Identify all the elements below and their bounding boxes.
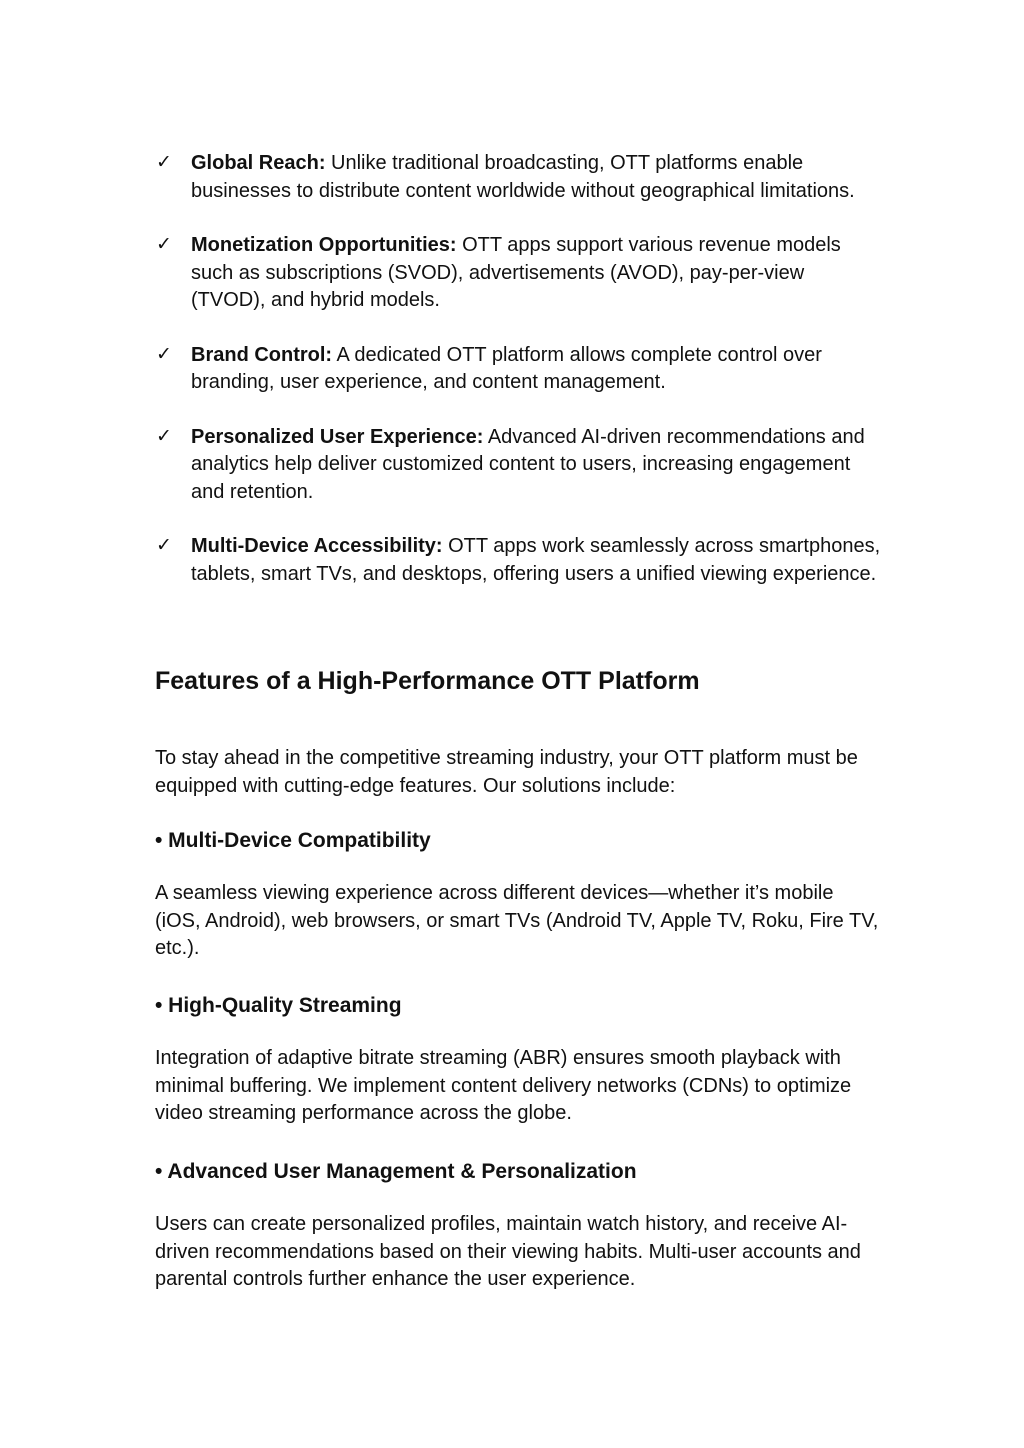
feature-multi-device-compatibility [155, 827, 880, 963]
checkmark-icon: ✓ [156, 534, 172, 556]
feature-heading: • High-Quality Streaming [155, 994, 402, 1017]
benefit-text: OTT apps work seamlessly across smartphones, tablets, smart TVs, and desktops, offering users a unified viewing experience. [191, 535, 881, 585]
feature-heading: • Advanced User Management & Personalization [155, 1160, 637, 1183]
feature-user-management-personalization [155, 1158, 880, 1294]
benefit-title: Monetization Opportunities: [191, 234, 457, 256]
benefit-text: OTT apps support various revenue models such as subscriptions (SVOD), advertisements (AVOD), pay-per-view (TVOD), and hybrid models. [191, 234, 841, 311]
feature-description: Integration of adaptive bitrate streaming (ABR) ensures smooth playback with minimal buffering. We implement content delivery networks (CDNs) to optimize video streaming performance across the globe. [155, 1047, 852, 1124]
benefit-title: Brand Control: [191, 343, 333, 366]
benefit-item-multi-device-accessibility [156, 533, 881, 588]
benefit-item-brand-control [156, 342, 881, 397]
benefit-item-monetization [156, 232, 881, 315]
checkmark-icon: ✓ [156, 233, 172, 255]
benefit-text: Unlike traditional broadcasting, OTT platforms enable businesses to distribute content worldwide without geographical limitations. [191, 152, 855, 202]
benefit-item-global-reach [156, 150, 881, 205]
benefit-title: Multi-Device Accessibility: [191, 535, 443, 557]
benefit-item-personalized-experience [156, 424, 881, 507]
benefits-list [156, 150, 881, 615]
feature-description: Users can create personalized profiles, maintain watch history, and receive AI-driven recommendations based on their viewing habits. Multi-user accounts and parental controls further enhance the user experience. [155, 1213, 861, 1290]
section-title: Features of a High-Performance OTT Platform [155, 667, 700, 695]
benefit-title: Personalized User Experience: [191, 425, 484, 448]
feature-high-quality-streaming [155, 992, 880, 1128]
checkmark-icon: ✓ [156, 424, 172, 447]
benefit-text: Advanced AI-driven recommendations and analytics help deliver customized content to users, increasing engagement and retention. [191, 425, 865, 503]
feature-heading: • Multi-Device Compatibility [155, 829, 431, 852]
feature-description: A seamless viewing experience across different devices—whether it’s mobile (iOS, Android), web browsers, or smart TVs (Android TV, Apple TV, Roku, Fire TV, etc.). [155, 882, 879, 959]
checkmark-icon: ✓ [156, 151, 172, 173]
section-intro: To stay ahead in the competitive streaming industry, your OTT platform must be equipped with cutting-edge features. Our solutions include: [155, 747, 858, 797]
checkmark-icon: ✓ [156, 342, 172, 365]
benefit-text: A dedicated OTT platform allows complete control over branding, user experience, and content management. [191, 343, 822, 393]
benefit-title: Global Reach: [191, 152, 326, 174]
